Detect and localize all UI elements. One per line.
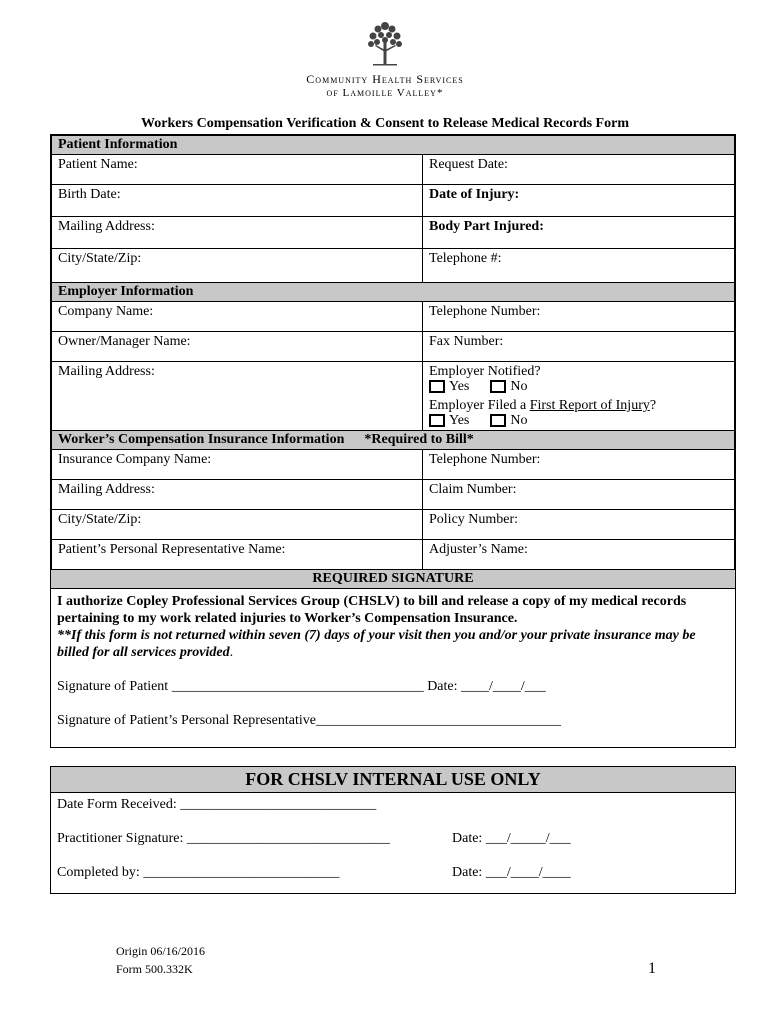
patient-name-field[interactable]: Patient Name: bbox=[52, 155, 423, 185]
notified-yes-checkbox[interactable] bbox=[429, 380, 445, 393]
policy-number-field[interactable]: Policy Number: bbox=[423, 510, 735, 540]
employer-notified-cell bbox=[423, 362, 735, 431]
employer-mailing-address-field[interactable]: Mailing Address: bbox=[52, 362, 423, 431]
first-report-question: Employer Filed a First Report of Injury? bbox=[429, 398, 657, 413]
first-report-link: First Report of Injury bbox=[529, 398, 650, 413]
filed-no-label: No bbox=[510, 413, 528, 428]
logo bbox=[0, 18, 770, 99]
patient-city-state-zip-field[interactable]: City/State/Zip: bbox=[52, 249, 423, 283]
signature-section-header: REQUIRED SIGNATURE bbox=[51, 570, 735, 589]
insurance-company-field[interactable]: Insurance Company Name: bbox=[52, 450, 423, 480]
info-table bbox=[50, 134, 736, 748]
completed-by-line[interactable]: Completed by: ____________________________ bbox=[57, 865, 340, 880]
employer-section-header: Employer Information bbox=[52, 283, 735, 302]
notified-yes-label: Yes bbox=[449, 379, 470, 394]
insurance-telephone-field[interactable]: Telephone Number: bbox=[423, 450, 735, 480]
representative-name-field[interactable]: Patient’s Personal Representative Name: bbox=[52, 540, 423, 570]
owner-manager-field[interactable]: Owner/Manager Name: bbox=[52, 332, 423, 362]
request-date-field[interactable]: Request Date: bbox=[423, 155, 735, 185]
representative-signature-line[interactable]: Signature of Patient’s Personal Representative___________________________________ bbox=[57, 713, 561, 728]
practitioner-signature-line[interactable]: Practitioner Signature: _____________________________ bbox=[57, 831, 390, 846]
practitioner-date-line[interactable]: Date: ___/_____/___ bbox=[452, 831, 571, 846]
insurance-section-header: Worker’s Compensation Insurance Information *Required to Bill* bbox=[52, 431, 735, 450]
authorization-text: I authorize Copley Professional Services Group (CHSLV) to bill and release a copy of my medical records pertaining to my work related injuries to Worker’s Compensation Insurance. bbox=[57, 594, 687, 626]
org-subname: of Lamoille Valley* bbox=[326, 87, 444, 99]
patient-section-header: Patient Information bbox=[52, 136, 735, 155]
body-part-field[interactable]: Body Part Injured: bbox=[423, 217, 735, 249]
completed-date-line[interactable]: Date: ___/____/____ bbox=[452, 865, 571, 880]
page-number: 1 bbox=[648, 960, 656, 977]
org-name: Community Health Services bbox=[306, 72, 464, 86]
patient-telephone-field[interactable]: Telephone #: bbox=[423, 249, 735, 283]
filed-no-checkbox[interactable] bbox=[490, 414, 506, 427]
employer-telephone-field[interactable]: Telephone Number: bbox=[423, 302, 735, 332]
required-to-bill-note: *Required to Bill* bbox=[364, 432, 474, 447]
filed-yes-checkbox[interactable] bbox=[429, 414, 445, 427]
warning-text: **If this form is not returned within seven (7) days of your visit then you and/or your private insurance may be billed for all services provided. bbox=[57, 628, 696, 660]
filed-yes-label: Yes bbox=[449, 413, 470, 428]
company-name-field[interactable]: Company Name: bbox=[52, 302, 423, 332]
internal-use-box bbox=[50, 766, 736, 894]
internal-use-header: FOR CHSLV INTERNAL USE ONLY bbox=[51, 767, 735, 793]
insurance-mailing-address-field[interactable]: Mailing Address: bbox=[52, 480, 423, 510]
date-received-line[interactable]: Date Form Received: ____________________________ bbox=[57, 797, 377, 812]
notified-no-checkbox[interactable] bbox=[490, 380, 506, 393]
claim-number-field[interactable]: Claim Number: bbox=[423, 480, 735, 510]
date-of-injury-field[interactable]: Date of Injury: bbox=[423, 185, 735, 217]
signature-section bbox=[51, 589, 735, 747]
form-number: Form 500.332K bbox=[116, 962, 193, 976]
employer-notified-question: Employer Notified? bbox=[429, 364, 541, 379]
patient-mailing-address-field[interactable]: Mailing Address: bbox=[52, 217, 423, 249]
origin-date: Origin 06/16/2016 bbox=[116, 944, 205, 958]
insurance-city-state-zip-field[interactable]: City/State/Zip: bbox=[52, 510, 423, 540]
fax-number-field[interactable]: Fax Number: bbox=[423, 332, 735, 362]
form-title: Workers Compensation Verification & Consent to Release Medical Records Form bbox=[141, 116, 629, 131]
patient-signature-line[interactable]: Signature of Patient ____________________________________ Date: ____/____/___ bbox=[57, 679, 546, 694]
notified-no-label: No bbox=[510, 379, 528, 394]
tree-logo-icon bbox=[363, 18, 407, 70]
adjuster-name-field[interactable]: Adjuster’s Name: bbox=[423, 540, 735, 570]
birth-date-field[interactable]: Birth Date: bbox=[52, 185, 423, 217]
